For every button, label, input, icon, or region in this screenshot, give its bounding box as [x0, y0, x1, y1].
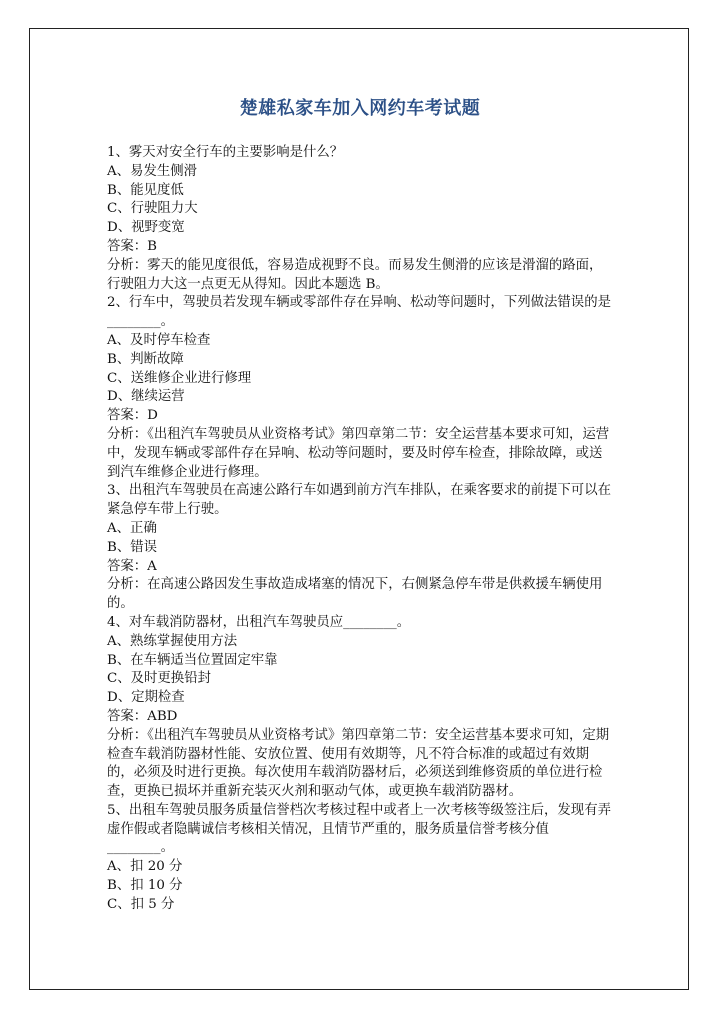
question-1: 1、雾天对安全行车的主要影响是什么？: [107, 145, 344, 160]
option-d: D、定期检查: [107, 690, 185, 706]
option-b: B、判断故障: [107, 351, 184, 367]
question-3: 3、出租汽车驾驶员在高速公路行车如遇到前方汽车排队，在乘客要求的前提下可以在紧急停车带上行驶。: [107, 483, 611, 518]
option-c: C、送维修企业进行修理: [107, 370, 252, 386]
option-c: C、及时更换铅封: [107, 671, 211, 687]
answer: 答案：B: [107, 238, 158, 254]
question-4: 4、对车载消防器材，出租汽车驾驶员应________。: [107, 614, 411, 630]
option-b: B、在车辆适当位置固定牢靠: [107, 652, 278, 668]
analysis: 分析：《出租汽车驾驶员从业资格考试》第四章第二节：安全运营基本要求可知，定期检查车载消防器材性能、安放位置、使用有效期等，凡不符合标准的或超过有效期的，必须及时进行更换。每次使用车载消防器材后，必须送到维修资质的单位进行检查，更换已损坏并重新充装灭火剂和驱动气体，或更换车载消防器材。: [107, 727, 610, 800]
option-a: A、易发生侧滑: [107, 163, 198, 179]
analysis: 分析：《出租汽车驾驶员从业资格考试》第四章第二节：安全运营基本要求可知，运营中，发现车辆或零部件存在异响、松动等问题时，要及时停车检查，排除故障，或送到汽车维修企业进行修理。: [107, 426, 610, 480]
option-a: A、正确: [107, 520, 157, 536]
option-c: C、扣 5 分: [107, 896, 175, 912]
option-a: A、及时停车检查: [107, 332, 211, 348]
answer: 答案：A: [107, 558, 157, 574]
analysis: 分析：在高速公路因发生事故造成堵塞的情况下，右侧紧急停车带是供救援车辆使用的。: [107, 577, 603, 612]
option-d: D、继续运营: [107, 389, 185, 405]
option-c: C、行驶阻力大: [107, 201, 198, 217]
option-d: D、视野变宽: [107, 220, 185, 236]
question-2: 2、行车中，驾驶员若发现车辆或零部件存在异响、松动等问题时，下列做法错误的是________。: [107, 295, 611, 330]
document-body: [107, 144, 613, 915]
option-b: B、错误: [107, 539, 158, 555]
answer: 答案：D: [107, 408, 158, 424]
analysis: 分析：雾天的能见度很低，容易造成视野不良。而易发生侧滑的应该是滑溜的路面，行驶阻力大这一点更无从得知。因此本题选 B。: [107, 257, 603, 292]
option-b: B、扣 10 分: [107, 878, 183, 894]
option-b: B、能见度低: [107, 182, 184, 198]
answer: 答案：ABD: [107, 708, 178, 724]
option-a: A、熟练掌握使用方法: [107, 633, 238, 649]
document-title: 楚雄私家车加入网约车考试题: [239, 98, 481, 119]
option-a: A、扣 20 分: [107, 859, 183, 875]
question-5: 5、出租车驾驶员服务质量信誉档次考核过程中或者上一次考核等级签注后，发现有弄虚作假或者隐瞒诚信考核相关情况，且情节严重的，服务质量信誉考核分值________。: [107, 802, 611, 856]
